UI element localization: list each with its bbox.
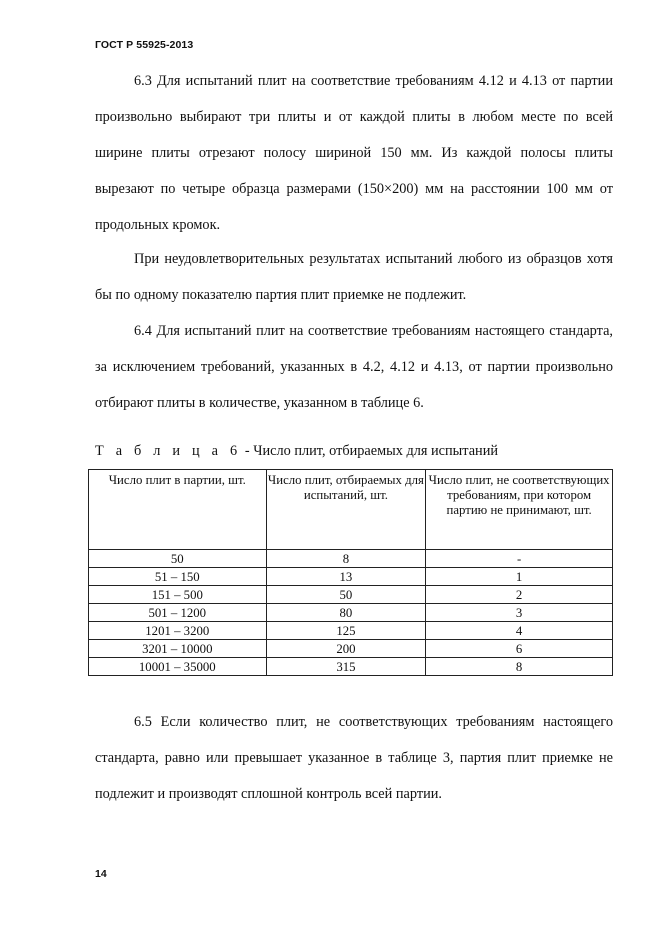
table-cell-sample-size: 80 [266,604,426,622]
table-cell-lot-size: 501 – 1200 [89,604,267,622]
table-cell-lot-size: 3201 – 10000 [89,640,267,658]
paragraph-6-5: 6.5 Если количество плит, не соответствующих требованиям настоящего стандарта, равно или превышает указанное в таблице 3, партия плит приемке не подлежит и производят сплошной контроль всей партии. [95,714,613,802]
table-row [89,568,613,586]
table-row [89,658,613,676]
table-row [89,604,613,622]
table-cell-rejection-number: 4 [426,622,613,640]
table-cell-lot-size: 51 – 150 [89,568,267,586]
table-row [89,550,613,568]
table-cell-lot-size: 151 – 500 [89,586,267,604]
table-cell-rejection-number: - [426,550,613,568]
table-cell-rejection-number: 3 [426,604,613,622]
table-cell-sample-size: 200 [266,640,426,658]
column-header-sample-size: Число плит, отбираемых для испытаний, шт. [266,470,426,550]
table-cell-lot-size: 1201 – 3200 [89,622,267,640]
table-6-caption [95,443,498,460]
table-cell-rejection-number: 8 [426,658,613,676]
table-cell-sample-size: 13 [266,568,426,586]
table-cell-sample-size: 125 [266,622,426,640]
table-cell-rejection-number: 6 [426,640,613,658]
document-code-header: ГОСТ Р 55925-2013 [95,39,194,51]
table-cell-sample-size: 315 [266,658,426,676]
table-6-caption-label: Т а б л и ц а 6 [95,443,242,459]
paragraph-6-3: 6.3 Для испытаний плит на соответствие требованиям 4.12 и 4.13 от партии произвольно выбирают три плиты и от каждой плиты в любом месте по всей ширине плиты отрезают полосу шириной 150 мм. Из каждой полосы плиты вырезают по четыре образца размерами (150×200) мм на расстоянии 100 мм от продольных кромок. [95,73,613,233]
table-row [89,622,613,640]
table-6-caption-title: - Число плит, отбираемых для испытаний [241,443,499,459]
table-row [89,586,613,604]
column-header-rejection-number: Число плит, не соответствующих требованиям, при котором партию не принимают, шт. [426,470,613,550]
table-6 [88,469,613,676]
page-number: 14 [95,868,107,880]
table-cell-rejection-number: 2 [426,586,613,604]
table-header-row [89,470,613,550]
table-cell-lot-size: 50 [89,550,267,568]
column-header-lot-size: Число плит в партии, шт. [89,470,267,550]
table-cell-rejection-number: 1 [426,568,613,586]
table-cell-sample-size: 50 [266,586,426,604]
table-row [89,640,613,658]
paragraph-6-4: 6.4 Для испытаний плит на соответствие требованиям настоящего стандарта, за исключением требований, указанных в 4.2, 4.12 и 4.13, от партии произвольно отбирают плиты в количестве, указанном в таблице 6. [95,323,613,411]
paragraph-6-3-failure: При неудовлетворительных результатах испытаний любого из образцов хотя бы по одному показателю партия плит приемке не подлежит. [95,251,613,303]
table-cell-lot-size: 10001 – 35000 [89,658,267,676]
table-cell-sample-size: 8 [266,550,426,568]
